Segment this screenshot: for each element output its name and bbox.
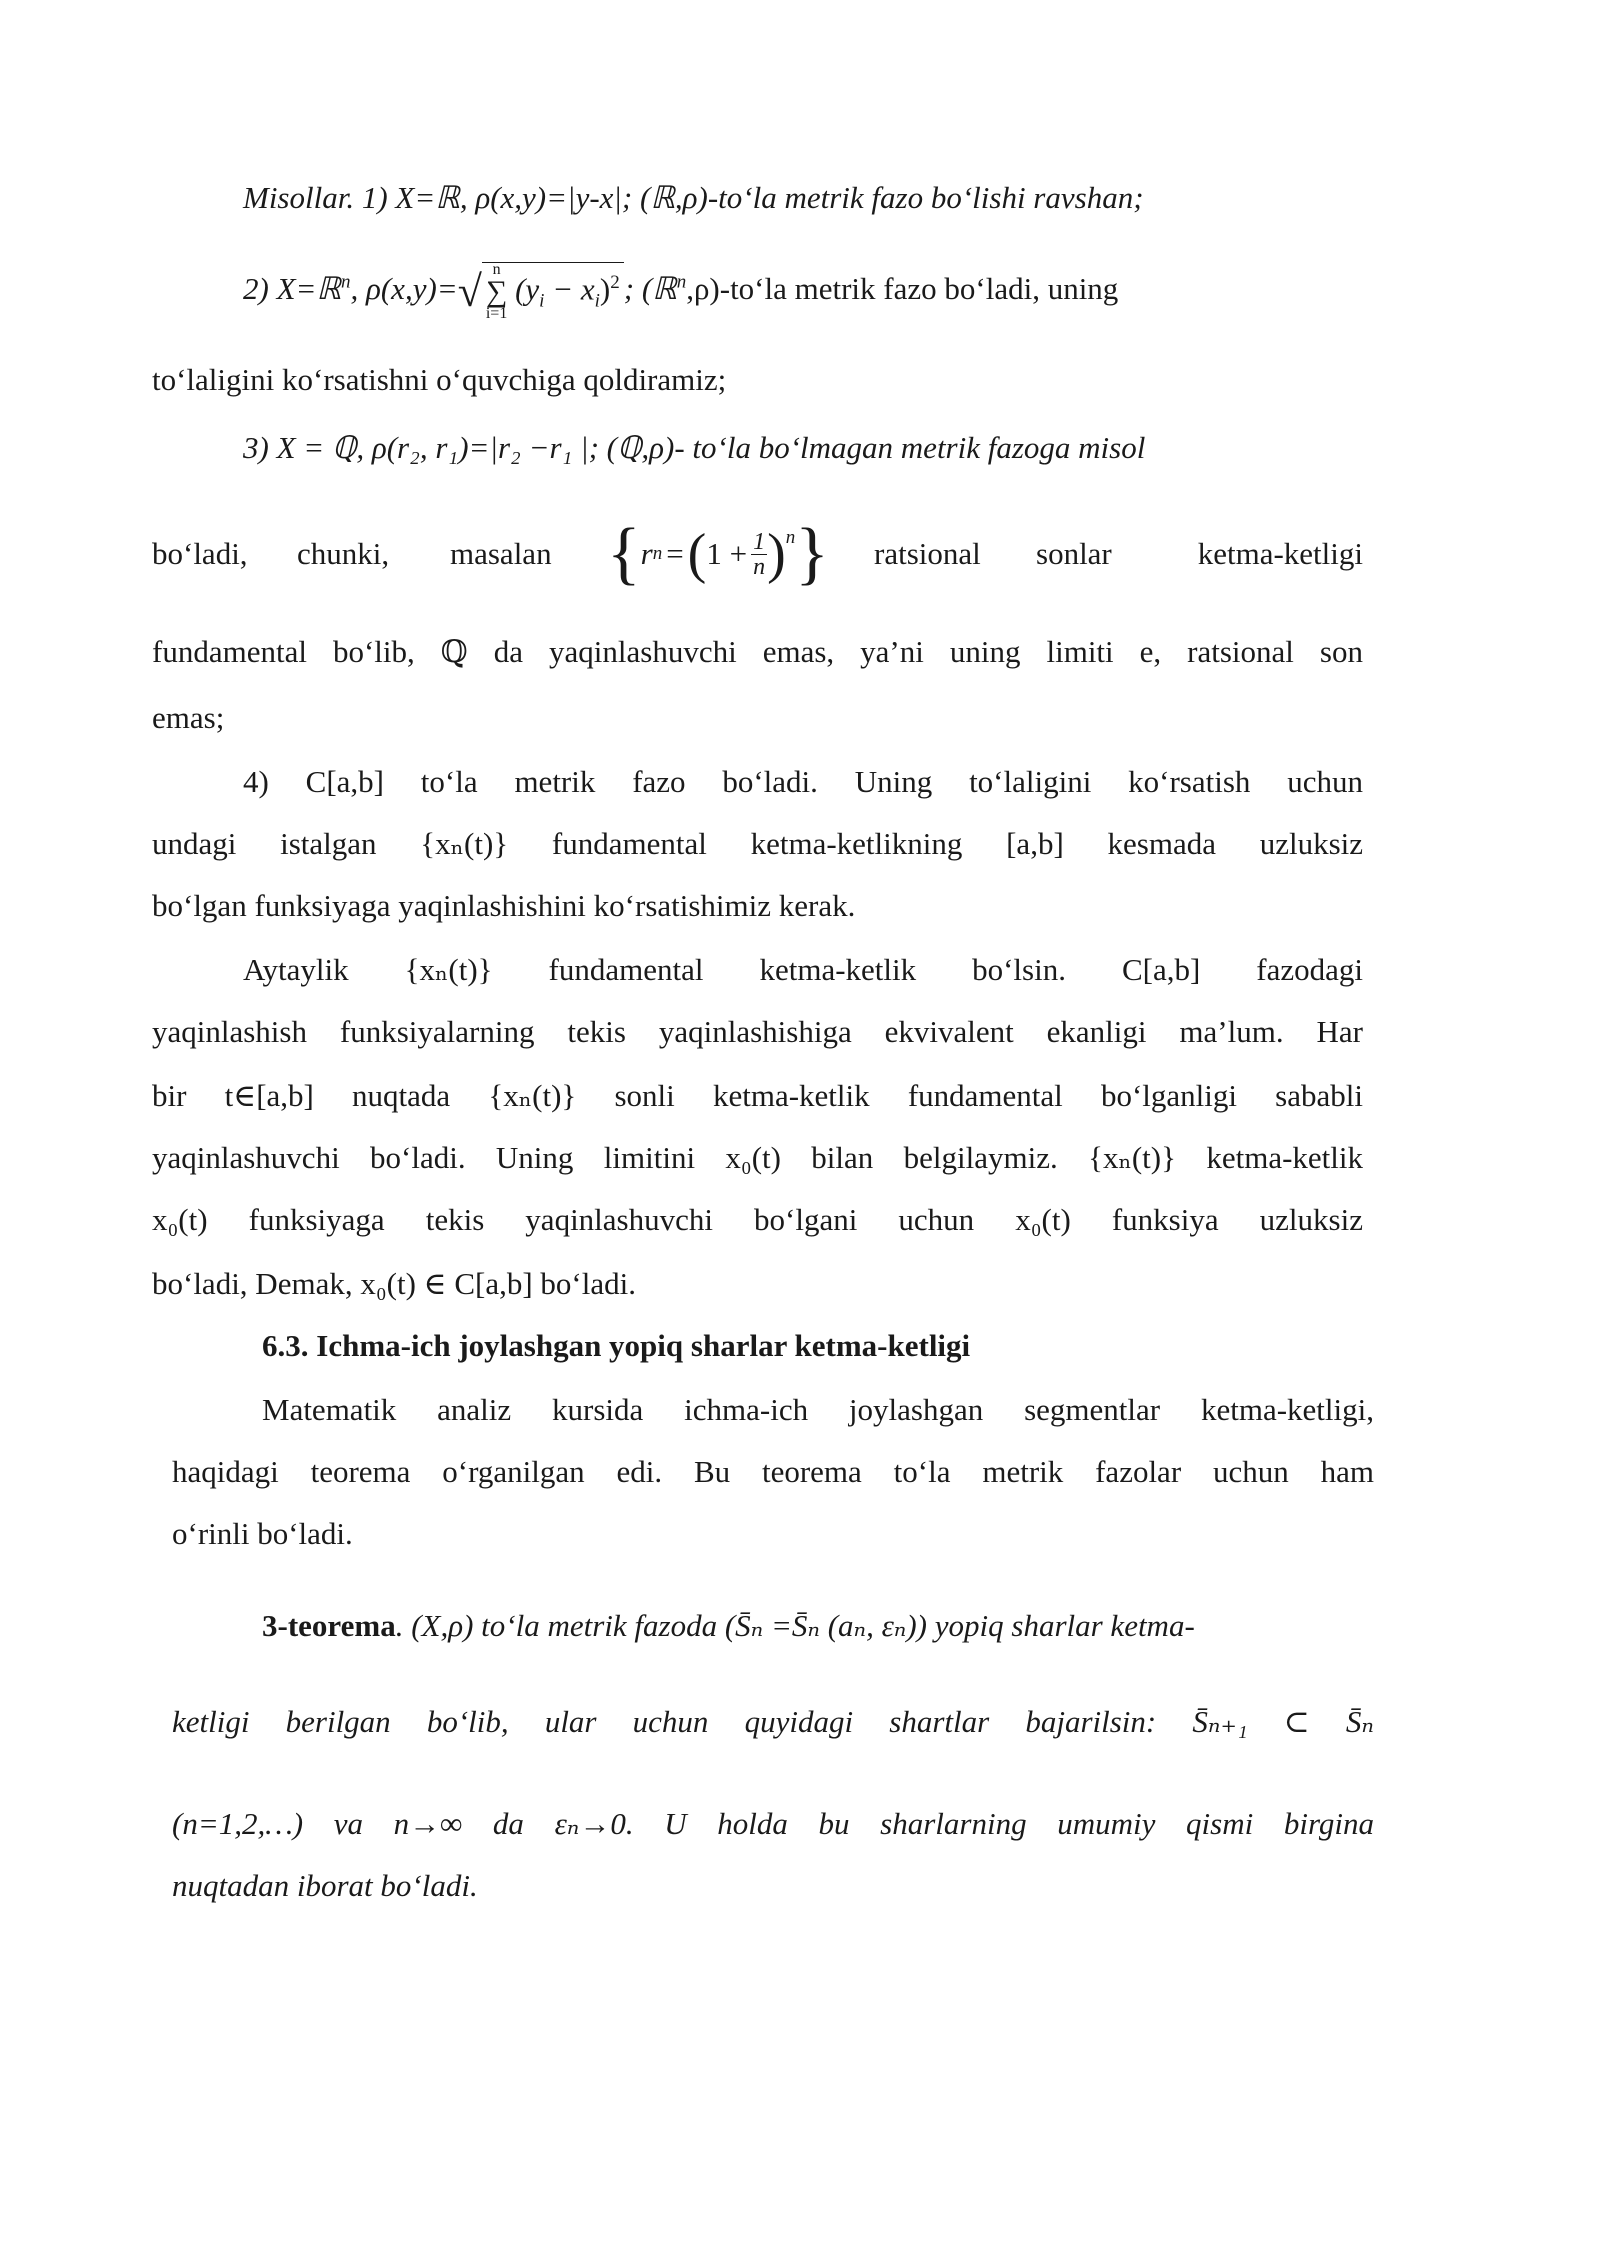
body-text: Matematik analiz kursida ichma-ich joylashgan segmentlar ketma-ketligi, bbox=[262, 1392, 1374, 1427]
theorem-label: 3-teorema bbox=[262, 1608, 396, 1643]
body-line bbox=[152, 698, 224, 738]
example-1-text: Misollar. 1) X=ℝ, ρ(x,y)=|y-x|; (ℝ,ρ)-to‘la metrik fazo bo‘lishi ravshan; bbox=[243, 180, 1144, 215]
theorem-text: nuqtadan iborat bo‘ladi. bbox=[172, 1868, 478, 1903]
sum-lower-limit: i=1 bbox=[485, 305, 508, 323]
body-line bbox=[152, 886, 855, 926]
body-line bbox=[243, 950, 1363, 990]
sum-body-close: ) bbox=[599, 271, 611, 307]
reader-exercise-line bbox=[152, 360, 726, 400]
body-text: fundamental bo‘lib, ℚ da yaqinlashuvchi emas, ya’ni uning limiti e, ratsional son bbox=[152, 634, 1363, 669]
body-text: bir t∈[a,b] nuqtada {xₙ(t)} sonli ketma-ketlik fundamental bo‘lganligi sababli bbox=[152, 1078, 1363, 1113]
formula-one-plus: 1 + bbox=[706, 536, 748, 571]
example-2-conclusion: ,ρ)-to‘la metrik fazo bo‘ladi, uning bbox=[686, 270, 1119, 306]
body-line bbox=[152, 1200, 1363, 1240]
formula-r: r bbox=[640, 536, 653, 571]
example-3-text: 3) X = ℚ, ρ(r₂, r₁)=|r₂ −r₁ |; (ℚ,ρ)- to‘la bo‘lmagan metrik fazoga misol bbox=[243, 430, 1146, 465]
example-2-space: ; (ℝ bbox=[623, 270, 677, 306]
body-line bbox=[172, 1514, 353, 1554]
body-text: o‘rinli bo‘ladi. bbox=[172, 1516, 353, 1551]
theorem-text: (n=1,2,…) va n→∞ da εₙ→0. U holda bu sharlarning umumiy qismi birgina bbox=[172, 1806, 1374, 1841]
body-text: emas; bbox=[152, 700, 225, 735]
sum-symbol: ∑ bbox=[485, 275, 508, 309]
word-boladi: bo‘ladi, bbox=[152, 536, 248, 571]
word-chunki: chunki, bbox=[297, 536, 390, 571]
theorem-text: . (X,ρ) to‘la metrik fazoda (S̄ₙ =S̄ₙ (aₙ, εₙ)) yopiq sharlar ketma- bbox=[395, 1608, 1195, 1643]
sum-upper-limit: n bbox=[492, 261, 501, 279]
body-text: bo‘ladi, Demak, x₀(t) ∈ C[a,b] bo‘ladi. bbox=[152, 1266, 636, 1301]
theorem-text: ketligi berilgan bo‘lib, ular uchun quyidagi shartlar bajarilsin: S̄ₙ₊₁ ⊂ S̄ₙ bbox=[172, 1704, 1374, 1739]
example-4-line bbox=[243, 762, 1363, 802]
word-ketma-ketligi: ketma-ketligi bbox=[1197, 536, 1363, 571]
body-text: undagi istalgan {xₙ(t)} fundamental ketma-ketlikning [a,b] kesmada uzluksiz bbox=[152, 826, 1363, 861]
theorem-line bbox=[172, 1866, 478, 1906]
body-text: yaqinlashuvchi bo‘ladi. Uning limitini x₀(t) bilan belgilaymiz. {xₙ(t)} ketma-ketlik bbox=[152, 1140, 1363, 1175]
formula-numerator: 1 bbox=[753, 528, 766, 555]
formula-equals: = bbox=[666, 536, 684, 571]
example-3-continuation-line bbox=[152, 514, 1363, 594]
body-line bbox=[152, 824, 1363, 864]
section-heading bbox=[262, 1326, 970, 1366]
word-masalan: masalan bbox=[450, 536, 552, 571]
body-line bbox=[152, 1012, 1363, 1052]
sum-body-x: − x bbox=[544, 271, 595, 307]
theorem-line bbox=[262, 1606, 1374, 1646]
example-1-line bbox=[243, 178, 1343, 218]
body-line bbox=[172, 1452, 1374, 1492]
rn-sequence-formula: { r n = ( 1 + $\frac{1}{n}$ ) $^n$ } bbox=[607, 515, 829, 592]
body-line bbox=[152, 1076, 1363, 1116]
word-ratsional: ratsional bbox=[874, 536, 981, 571]
word-sonlar: sonlar bbox=[1036, 536, 1112, 571]
body-text: Aytaylik {xₙ(t)} fundamental ketma-ketlik bo‘lsin. C[a,b] fazodagi bbox=[243, 952, 1363, 987]
body-text: bo‘lgan funksiyaga yaqinlashishini ko‘rsatishimiz kerak. bbox=[152, 888, 856, 923]
example-4-text: 4) C[a,b] to‘la metrik fazo bo‘ladi. Uning to‘laligini ko‘rsatish uchun bbox=[243, 764, 1363, 799]
theorem-line bbox=[172, 1702, 1374, 1742]
body-line bbox=[262, 1390, 1374, 1430]
reader-exercise-text: to‘laligini ko‘rsatishni o‘quvchiga qoldiramiz; bbox=[152, 362, 727, 397]
formula-denominator: n bbox=[753, 553, 766, 580]
example-3-line bbox=[243, 428, 1363, 468]
theorem-line bbox=[172, 1804, 1374, 1844]
sqrt-formula: √ n ∑ i=1 $(y_i - x_i)^2$ bbox=[458, 262, 624, 322]
formula-exponent: n bbox=[785, 527, 796, 548]
body-text: haqidagi teorema o‘rganilgan edi. Bu teorema to‘la metrik fazolar uchun ham bbox=[172, 1454, 1374, 1489]
example-2-line: 2) X=ℝ$^n$, ρ(x,y)=√ n ∑ i=1 $(y_i - x_i)^2$ ; (ℝ$^n$,ρ)-to‘la metrik fazo bo‘ladi, uning bbox=[243, 261, 1119, 323]
section-heading-text: 6.3. Ichma-ich joylashgan yopiq sharlar ketma-ketligi bbox=[262, 1328, 971, 1363]
sum-body-y: (y bbox=[515, 271, 540, 307]
body-line bbox=[152, 632, 1363, 672]
body-line bbox=[152, 1264, 636, 1304]
body-line bbox=[152, 1138, 1363, 1178]
example-2-prefix: 2) X=ℝ bbox=[243, 270, 341, 306]
body-text: yaqinlashish funksiyalarning tekis yaqinlashishiga ekvivalent ekanligi ma’lum. Har bbox=[152, 1014, 1363, 1049]
body-text: x₀(t) funksiyaga tekis yaqinlashuvchi bo‘lgani uchun x₀(t) funksiya uzluksiz bbox=[152, 1202, 1363, 1237]
example-2-metric: , ρ(x,y)= bbox=[350, 270, 458, 306]
